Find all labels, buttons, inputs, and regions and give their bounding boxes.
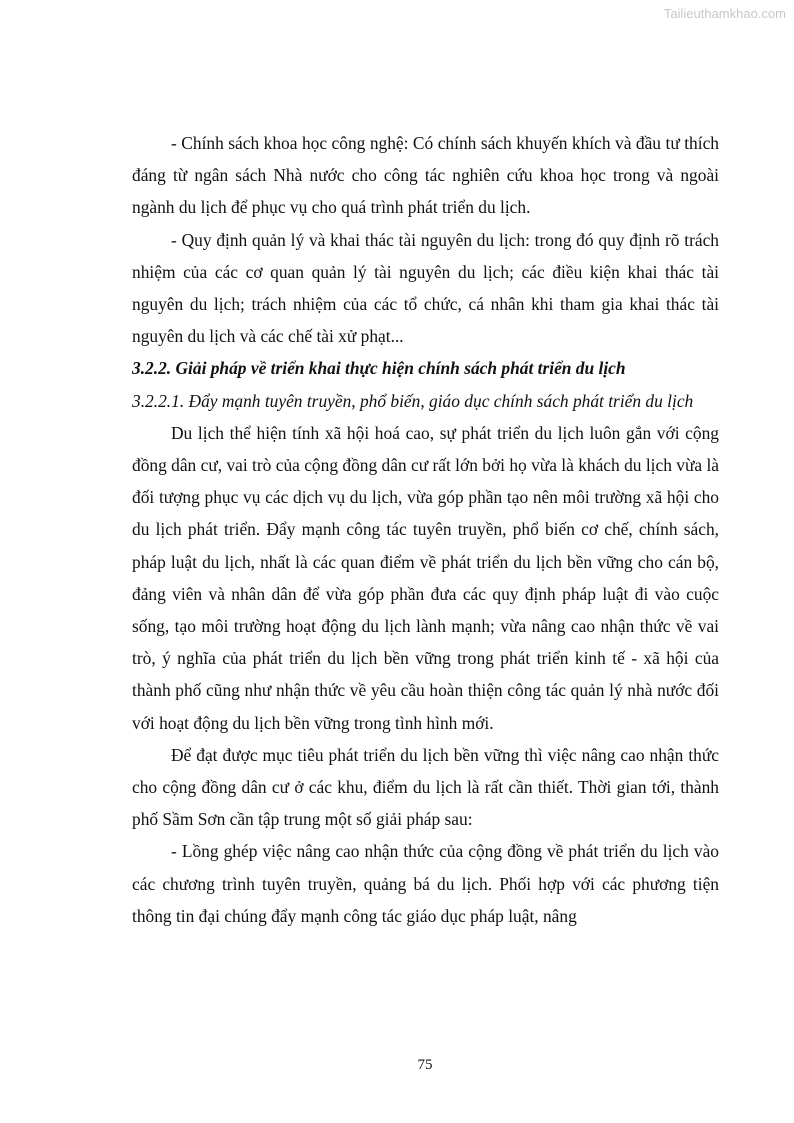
watermark: Tailieuthamkhao.com bbox=[663, 6, 786, 21]
paragraph-tourism-socialization: Du lịch thể hiện tính xã hội hoá cao, sự phát triển du lịch luôn gắn với cộng đồng dân cư, vai trò của cộng đồng dân cư rất lớn bởi họ vừa là khách du lịch vừa là đối tượng phục vụ các dịch vụ du lịch, vừa góp phần tạo nên môi trường xã hội cho du lịch phát triển. Đẩy mạnh công tác tuyên truyền, phổ biến cơ chế, chính sách, pháp luật du lịch, nhất là các quan điểm về phát triển du lịch bền vững cho cán bộ, đảng viên và nhân dân để vừa góp phần đưa các quy định pháp luật đi vào cuộc sống, tạo môi trường hoạt động du lịch lành mạnh; vừa nâng cao nhận thức về vai trò, ý nghĩa của phát triển du lịch bền vững trong phát triển kinh tế - xã hội của thành phố cũng như nhận thức về yêu cầu hoàn thiện công tác quản lý nhà nước đối với hoạt động du lịch bền vững trong tình hình mới. bbox=[132, 422, 719, 733]
paragraph-resource-regulation: - Quy định quản lý và khai thác tài nguyên du lịch: trong đó quy định rõ trách nhiệm của các cơ quan quản lý tài nguyên du lịch; các điều kiện khai thác tài nguyên du lịch; trách nhiệm của các tổ chức, cá nhân khi tham gia khai thác tài nguyên du lịch và các chế tài xử phạt... bbox=[132, 229, 719, 347]
page-number: 75 bbox=[417, 1057, 433, 1073]
paragraph-integration: - Lồng ghép việc nâng cao nhận thức của cộng đồng về phát triển du lịch vào các chương trình tuyên truyền, quảng bá du lịch. Phối hợp với các phương tiện thông tin đại chúng đẩy mạnh công tác giáo dục pháp luật, nâng bbox=[132, 841, 719, 926]
paragraph-awareness-goal: Để đạt được mục tiêu phát triển du lịch bền vững thì việc nâng cao nhận thức cho cộng đồng dân cư ở các khu, điểm du lịch là rất cần thiết. Thời gian tới, thành phố Sầm Sơn cần tập trung một số giải pháp sau: bbox=[132, 744, 719, 830]
section-heading: 3.2.2. Giải pháp về triển khai thực hiện chính sách phát triển du lịch bbox=[132, 358, 626, 379]
page-body bbox=[132, 127, 719, 932]
subsection-heading: 3.2.2.1. Đẩy mạnh tuyên truyền, phổ biến, giáo dục chính sách phát triển du lịch bbox=[132, 390, 694, 411]
paragraph-science-policy: - Chính sách khoa học công nghệ: Có chính sách khuyến khích và đầu tư thích đáng từ ngân sách Nhà nước cho công tác nghiên cứu khoa học trong và ngoài ngành du lịch để phục vụ cho quá trình phát triển du lịch. bbox=[132, 133, 719, 218]
